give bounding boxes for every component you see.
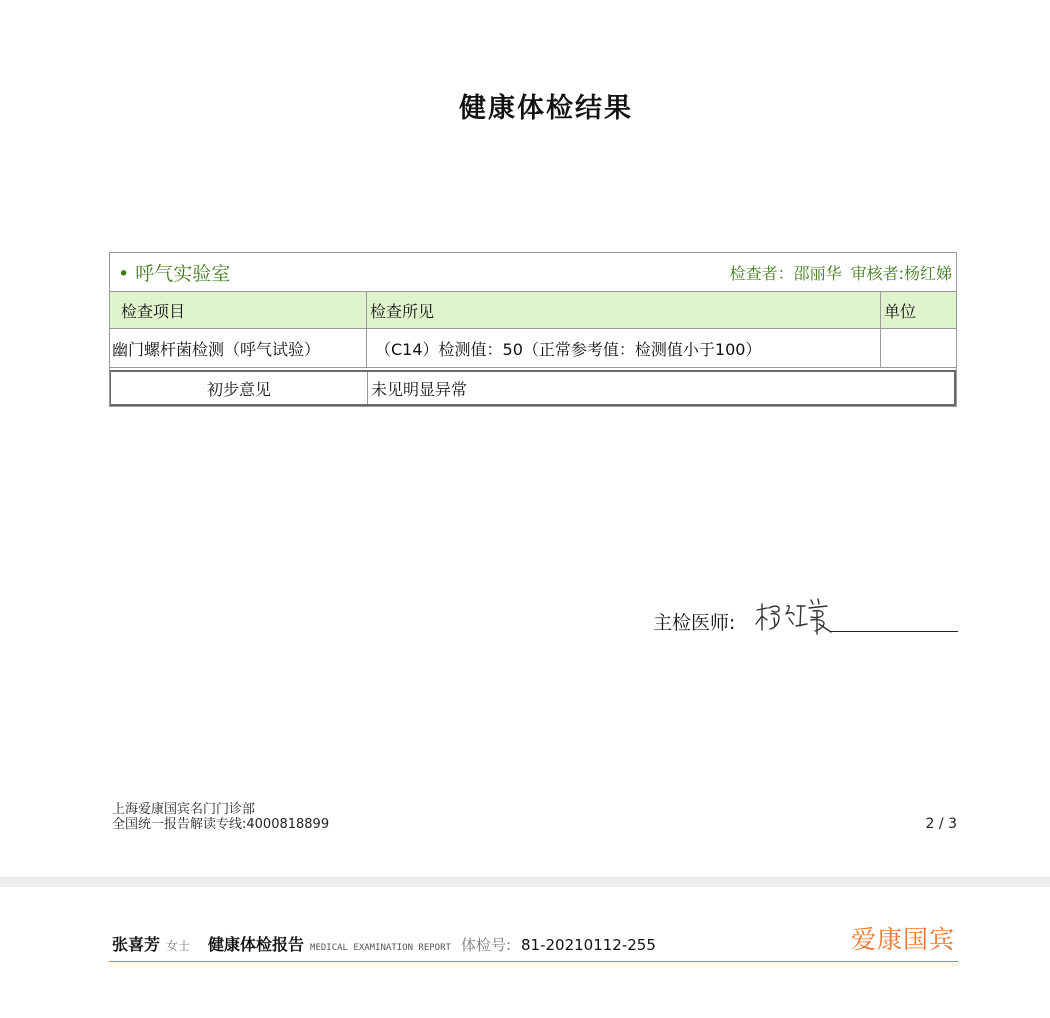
signature-label: 主检医师: bbox=[653, 612, 736, 634]
page-total: 3 bbox=[948, 816, 957, 832]
report-footer bbox=[109, 918, 958, 962]
exam-number-label: 体检号: bbox=[460, 936, 511, 954]
handwritten-signature bbox=[753, 596, 833, 636]
page-number bbox=[926, 816, 957, 832]
column-header: 检查项目 bbox=[110, 292, 367, 328]
page-separator: / bbox=[938, 816, 944, 832]
opinion-label: 初步意见 bbox=[111, 372, 368, 404]
column-header: 单位 bbox=[884, 301, 917, 321]
exam-number: 81-20210112-255 bbox=[521, 936, 656, 954]
page-current: 2 bbox=[925, 816, 935, 832]
opinion-value: 未见明显异常 bbox=[371, 379, 468, 399]
opinion-row bbox=[110, 370, 956, 406]
report-title-en: MEDICAL EXAMINATION REPORT bbox=[310, 943, 451, 953]
table-cell-unit bbox=[881, 329, 958, 367]
table-header-row bbox=[110, 291, 956, 329]
footer-line bbox=[112, 932, 656, 955]
bullet-icon: • bbox=[118, 263, 130, 285]
lab-result-box bbox=[109, 252, 957, 407]
signature-area bbox=[653, 596, 958, 636]
clinic-info bbox=[112, 802, 329, 832]
report-title-cn: 健康体检报告 bbox=[208, 935, 305, 954]
table-cell-item: 幽门螺杆菌检测（呼气试验） bbox=[110, 329, 367, 367]
page-title: 健康体检结果 bbox=[459, 93, 633, 124]
clinic-hotline: 全国统一报告解读专线:4000818899 bbox=[112, 817, 330, 832]
clinic-name: 上海爱康国宾名门门诊部 bbox=[112, 802, 256, 817]
column-header: 检查所见 bbox=[367, 292, 881, 328]
signature-line bbox=[830, 631, 958, 632]
page-divider bbox=[0, 877, 1050, 887]
patient-title: 女士 bbox=[166, 939, 191, 953]
examiners bbox=[730, 261, 952, 284]
reviewer-text: 审核者:杨红娣 bbox=[850, 264, 952, 283]
table-cell-finding: （C14）检测值：50（正常参考值：检测值小于100） bbox=[367, 329, 881, 367]
lab-header bbox=[110, 253, 956, 291]
brand-logo: 爱康国宾 bbox=[850, 925, 955, 954]
lab-name-text: 呼气实验室 bbox=[135, 263, 231, 285]
table-row bbox=[110, 329, 956, 368]
patient-name: 张喜芳 bbox=[112, 935, 161, 954]
lab-name bbox=[118, 259, 230, 286]
examiner-text: 检查者：邵丽华 bbox=[729, 264, 842, 283]
